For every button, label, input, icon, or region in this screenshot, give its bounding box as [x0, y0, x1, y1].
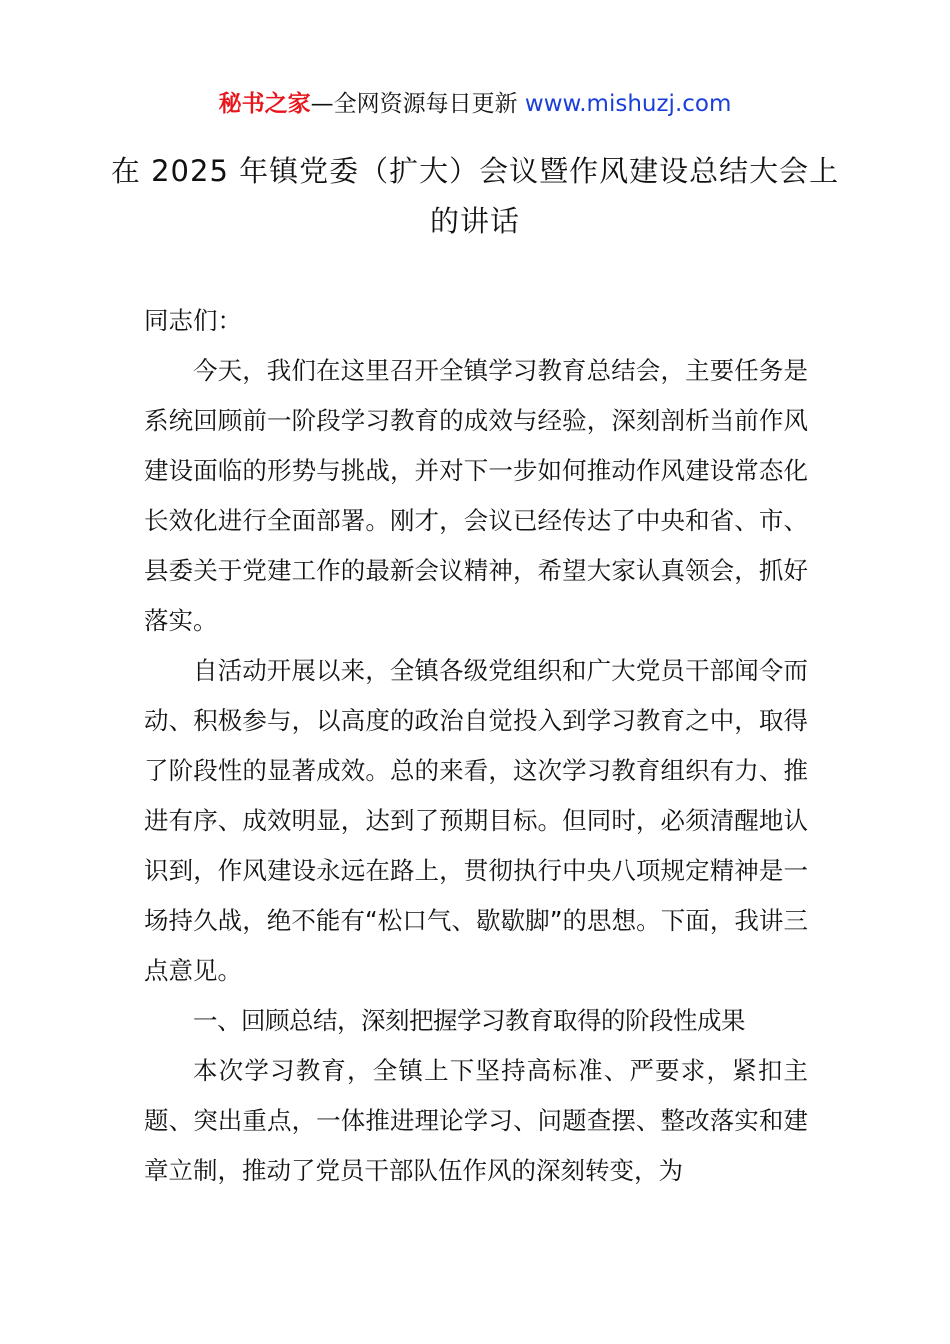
- greeting: 同志们：: [144, 306, 242, 335]
- section-heading-1: 一、回顾总结，深刻把握学习教育取得的阶段性成果: [193, 1006, 745, 1035]
- document-title: 在 2025 年镇党委（扩大）会议暨作风建设总结大会上的讲话: [110, 154, 840, 238]
- document-body: [144, 296, 808, 1196]
- site-name: 秘书之家: [218, 91, 311, 117]
- site-url-link[interactable]: www.mishuzj.com: [524, 91, 732, 117]
- paragraph-2: 自活动开展以来，全镇各级党组织和广大党员干部闻令而动、积极参与，以高度的政治自觉投入到学习教育之中，取得了阶段性的显著成效。总的来看，这次学习教育组织有力、推进有序、成效明显，达到了预期目标。但同时，必须清醒地认识到，作风建设永远在路上，贯彻执行中央八项规定精神是一场持久战，绝不能有“松口气、歇歇脚”的思想。下面，我讲三点意见。: [144, 656, 808, 985]
- paragraph-1: 今天，我们在这里召开全镇学习教育总结会，主要任务是系统回顾前一阶段学习教育的成效与经验，深刻剖析当前作风建设面临的形势与挑战，并对下一步如何推动作风建设常态化长效化进行全面部署。刚才，会议已经传达了中央和省、市、县委关于党建工作的最新会议精神，希望大家认真领会，抓好落实。: [144, 356, 808, 635]
- site-slogan: —全网资源每日更新: [310, 91, 518, 117]
- section-1-paragraph: 本次学习教育，全镇上下坚持高标准、严要求，紧扣主题、突出重点，一体推进理论学习、问题查摆、整改落实和建章立制，推动了党员干部队伍作风的深刻转变，为: [144, 1056, 808, 1185]
- site-header: [0, 88, 950, 120]
